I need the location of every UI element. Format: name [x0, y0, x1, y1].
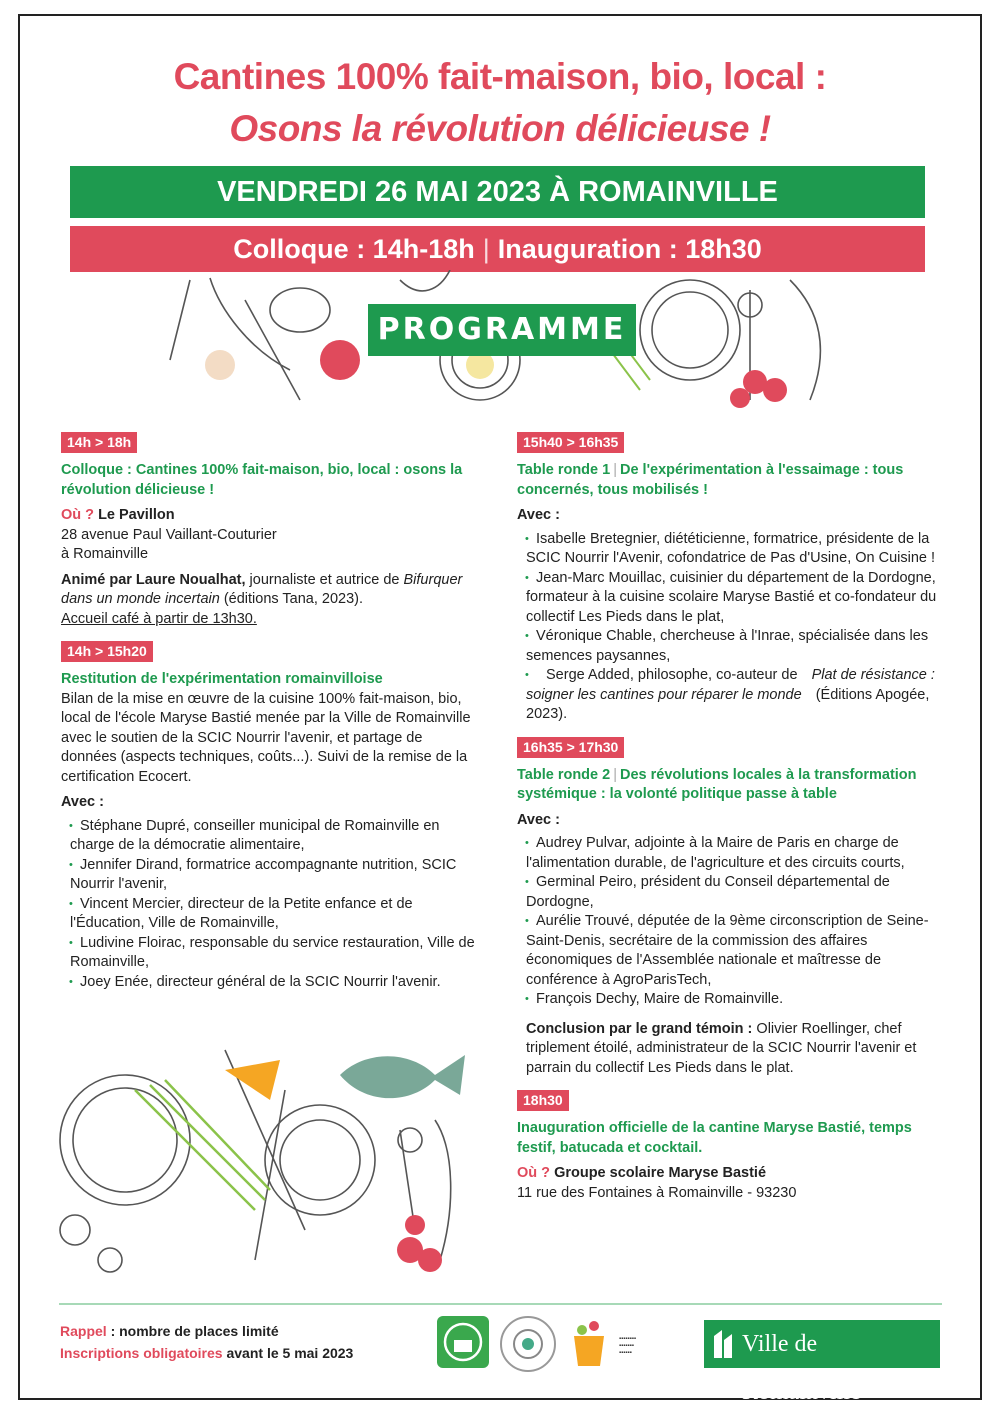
location: Où ? Groupe scolaire Maryse Bastié — [517, 1165, 767, 1181]
right-column — [517, 432, 947, 1215]
section-table-ronde-2 — [517, 737, 947, 1079]
date-band: VENDREDI 26 MAI 2023 À ROMAINVILLE — [70, 166, 925, 218]
list-item: • Stéphane Dupré, conseiller municipal de Romainville en charge de la démocratie alimentaire, — [70, 817, 481, 856]
section-title: Table ronde 1 | De l'expérimentation à l'essaimage : tous concernés, tous mobilisés ! — [517, 462, 904, 498]
section-title: Table ronde 2 | Des révolutions locales à la transformation systémique : la volonté politique passe à table — [517, 766, 917, 802]
section-table-ronde-1 — [517, 432, 947, 725]
list-item: • Jean-Marc Mouillac, cuisinier du département de la Dordogne, formateur à la cuisine scolaire Maryse Bastié et co-fondateur du collectif Les Pieds dans le plat, — [526, 569, 947, 628]
section-colloque — [61, 432, 481, 629]
moderator: Animé par Laure Noualhat, journaliste et autrice de Bifurquer dans un monde incertain (éditions Tana, 2023). — [61, 571, 463, 607]
speaker-list — [517, 530, 947, 725]
list-item: • Véronique Chable, chercheuse à l'Inrae, spécialisée dans les semences paysannes, — [526, 627, 947, 666]
speaker-list — [61, 817, 481, 993]
fish-icon — [340, 1055, 465, 1098]
cheese-icon — [225, 1060, 280, 1100]
list-item: • Vincent Mercier, directeur de la Petite enfance et de l'Éducation, Ville de Romainville, — [70, 895, 481, 934]
colloque-time: Colloque : 14h-18h — [233, 234, 475, 264]
avec-label: Avec : — [517, 507, 560, 523]
ville-de-romainville-logo: Ville de Romainville — [704, 1320, 940, 1368]
title-line-1: Cantines 100% fait-maison, bio, local : — [173, 56, 827, 97]
address-line-2: à Romainville — [61, 546, 149, 562]
food-illustration-bottom — [55, 1030, 495, 1280]
list-item: • Aurélie Trouvé, députée de la 9ème circonscription de Seine-Saint-Denis, secrétaire de la commission des affaires économiques de l'Assemblée nationale et maîtresse de conférence à AgroParisTech, — [526, 912, 947, 990]
address: 11 rue des Fontaines à Romainville - 93230 — [517, 1184, 797, 1201]
nourrir-lavenir-logo — [568, 1318, 610, 1368]
list-item: • Isabelle Bretegnier, diététicienne, formatrice, présidente de la SCIC Nourrir l'Avenir, cofondatrice de Pas d'Usine, On Cuisine ! — [526, 530, 947, 569]
inauguration-time: Inauguration : 18h30 — [497, 234, 762, 264]
logo-fine-print: ▪▪▪▪▪▪▪▪ ▪▪▪▪▪▪▪ ▪▪▪▪▪▪ — [619, 1336, 637, 1356]
avec-label: Avec : — [61, 794, 104, 810]
section-body: Bilan de la mise en œuvre de la cuisine 100% fait-maison, bio, local de l'école Maryse Bastié menée par la Ville de Romainville avec le soutien de la SCIC Nourrir l'avenir, et partage de données (aspects techniques, coûts...). Suivi de la remise de la certification Ecocert. — [61, 690, 471, 785]
partner-logo-green — [437, 1316, 489, 1368]
list-item: • François Dechy, Maire de Romainville. — [526, 990, 947, 1010]
time-badge: 18h30 — [517, 1090, 569, 1111]
footer-divider — [59, 1303, 942, 1305]
collectif-logo — [500, 1316, 556, 1372]
conclusion: Conclusion par le grand témoin : Olivier Roellinger, chef triplement étoilé, administrateur de la SCIC Nourrir l'avenir et parrain du collectif Les Pieds dans le plat. — [526, 1020, 917, 1076]
list-item: • Audrey Pulvar, adjointe à la Maire de Paris en charge de l'alimentation durable, de l'agriculture et des circuits courts, — [526, 834, 947, 873]
programme-banner: PROGRAMME — [368, 304, 636, 356]
time-badge: 15h40 > 16h35 — [517, 432, 624, 453]
welcome-coffee: Accueil café à partir de 13h30. — [61, 610, 257, 627]
avec-label: Avec : — [517, 811, 560, 828]
time-badge: 14h > 15h20 — [61, 641, 153, 662]
footer-notice: Rappel : nombre de places limité Inscriptions obligatoires avant le 5 mai 2023 — [60, 1323, 354, 1361]
time-badge: 14h > 18h — [61, 432, 137, 453]
left-column — [61, 432, 481, 1004]
location: Où ? Le Pavillon — [61, 507, 175, 523]
speaker-list — [517, 834, 947, 1010]
address-line-1: 28 avenue Paul Vaillant-Couturier — [61, 526, 277, 543]
section-title: Colloque : Cantines 100% fait-maison, bio, local : osons la révolution délicieuse ! — [61, 462, 463, 498]
list-item: • Joey Enée, directeur général de la SCIC Nourrir l'avenir. — [70, 973, 481, 993]
tomato-icon — [320, 340, 360, 380]
list-item: • Germinal Peiro, président du Conseil départemental de Dordogne, — [526, 873, 947, 912]
egg-icon — [205, 350, 235, 380]
time-badge: 16h35 > 17h30 — [517, 737, 624, 758]
list-item: • Ludivine Floirac, responsable du service restauration, Ville de Romainville, — [70, 934, 481, 973]
section-restitution — [61, 641, 481, 992]
schedule-band: Colloque : 14h-18h | Inauguration : 18h30 — [70, 226, 925, 272]
title-line-2: Osons la révolution délicieuse ! — [229, 108, 771, 149]
list-item: • Jennifer Dirand, formatrice accompagnante nutrition, SCIC Nourrir l'avenir, — [70, 856, 481, 895]
section-title: Inauguration officielle de la cantine Maryse Bastié, temps festif, batucada et cocktail. — [517, 1120, 912, 1156]
romainville-emblem-icon — [712, 1328, 734, 1360]
list-item: • Serge Added, philosophe, co-auteur de Plat de résistance : soigner les cantines pour réparer le monde (Éditions Apogée, 2023). — [526, 666, 947, 725]
section-title: Restitution de l'expérimentation romainvilloise — [61, 671, 383, 687]
section-inauguration — [517, 1090, 947, 1203]
